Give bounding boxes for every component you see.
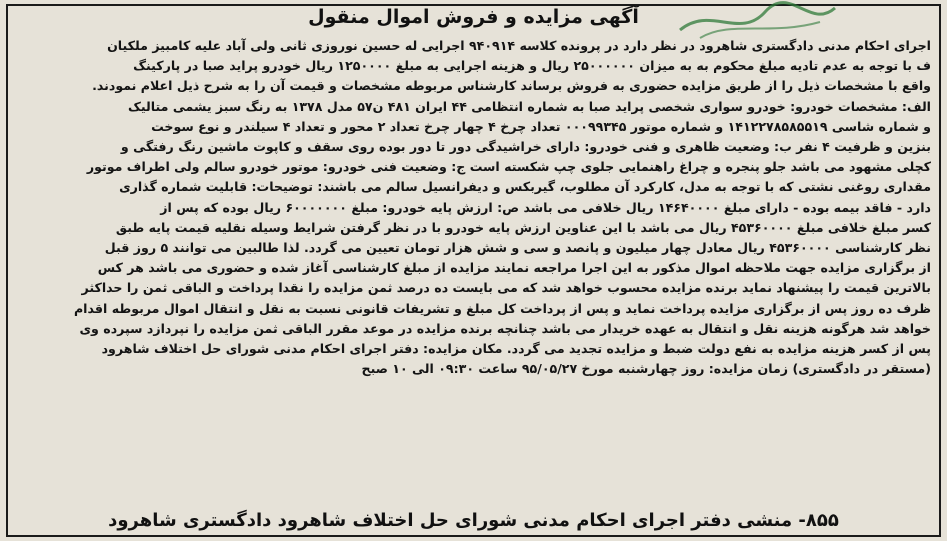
body-line: بالاترین قیمت را پیشنهاد نماید برنده مزایده محسوب خواهد شد که می بایست ده درصد ثمن مزایده را نقدا پرداخت و الباقی ثمن را حداکثر bbox=[81, 280, 931, 296]
body-line: پس از کسر هزینه مزایده به نفع دولت ضبط و مزایده تجدید می گردد. مکان مزایده: دفتر اجرای احکام مدنی شورای حل اختلاف شاهرود bbox=[101, 341, 931, 357]
body-line: و شماره شاسی ۱۴۱۲۲۷۸۵۸۵۵۱۹ و شماره موتور ۰۰۰۹۹۳۴۵ تعداد چرخ ۴ چهار چرخ تعداد ۲ محور و تعداد ۴ سیلندر و نوع سوخت bbox=[151, 118, 931, 134]
body-line: اجرای احکام مدنی دادگستری شاهرود در نظر دارد در پرونده کلاسه ۹۴۰۹۱۴ اجرایی له حسین نوروزی ثانی ولی آباد علیه کامبیز ملکیان bbox=[107, 38, 931, 53]
body-line: نظر کارشناسی ۴۵۳۶۰۰۰۰ ریال معادل چهار میلیون و پانصد و سی و شش هزار تومان تعیین می گردد. لذا طالبین می توانند ۵ روز قبل bbox=[104, 240, 931, 256]
body-line: خواهد شد هرگونه هزینه نقل و انتقال به عهده خریدار می باشد چنانچه برنده مزایده در موعد مقرر الباقی ثمن مزایده را نپردازد سپرده وی bbox=[79, 320, 931, 336]
body-line: دارد - فاقد بیمه بوده - دارای مبلغ ۱۴۶۴۰۰۰۰ ریال خلافی می باشد ص: ارزش پایه خودرو: مبلغ ۶۰۰۰۰۰۰۰ ریال بوده که پس از bbox=[160, 199, 931, 215]
body-line: واقع با مشخصات ذیل را از طریق مزایده حضوری به فروش برساند کارشناس مربوطه مشخصات و قیمت آن را به شرح ذیل اعلام نمودند. bbox=[92, 78, 931, 94]
body-line: ف با توجه به عدم تادیه مبلغ محکوم به به میزان ۲۵۰۰۰۰۰۰ ریال و هزینه اجرایی به مبلغ ۱۲۵۰۰۰۰ ریال خودرو پراید صبا در پارکینگ bbox=[133, 58, 931, 74]
ad-body bbox=[16, 36, 931, 379]
body-line: ظرف ده روز پس از برگزاری مزایده پرداخت نماید و پس از پرداخت کل مبلغ و تشریفات قانونی نسبت به نقل و انتقال اموال مربوطه اقدام bbox=[73, 300, 931, 316]
body-line: بنزین و ظرفیت ۴ نفر ب: وضعیت ظاهری و فنی خودرو: دارای خراشیدگی دور تا دور بوده روی سقف و کاپوت ماشین رنگ رفتگی و bbox=[120, 139, 931, 155]
ad-title: آگهی مزایده و فروش اموال منقول bbox=[308, 6, 639, 28]
body-line: از برگزاری مزایده جهت ملاحظه اموال مذکور به این اجرا مراجعه نمایند مزایده از مبلغ کارشناسی آغاز شده و حضوری می باشد هر کس bbox=[97, 260, 931, 276]
body-line: کسر مبلغ خلافی مبلغ ۴۵۳۶۰۰۰۰ ریال می باشد با این عناوین ارزش پایه خودرو با در نظر گرفتن شرایط وسیله نقلیه قیمت پایه طبق bbox=[115, 219, 931, 235]
body-line: کچلی مشهود می باشد جلو پنجره و چراغ راهنمایی جلوی چپ شکسته است ج: وضعیت فنی خودرو: موتور خودرو سالم ولی اطراف موتور bbox=[86, 159, 931, 175]
body-line: (مستقر در دادگستری) زمان مزایده: روز چهارشنبه مورخ ۹۵/۰۵/۲۷ ساعت ۰۹:۳۰ الی ۱۰ صبح bbox=[361, 361, 931, 377]
body-line: الف: مشخصات خودرو: خودرو سواری شخصی پراید صبا به شماره انتظامی ۴۴ ایران ۴۸۱ ن۵۷ مدل ۱۳۷۸ به رنگ سبز یشمی متالیک bbox=[128, 98, 931, 114]
body-line: مقداری روغنی نشتی که با توجه به مدل، کارکرد آن مطلوب، گیربکس و دیفرانسیل سالم می باشند: توضیحات: قابلیت شماره گذاری bbox=[119, 179, 931, 195]
ad-footer-signature: ۸۵۵- منشی دفتر اجرای احکام مدنی شورای حل اختلاف شاهرود دادگستری شاهرود bbox=[108, 510, 839, 531]
